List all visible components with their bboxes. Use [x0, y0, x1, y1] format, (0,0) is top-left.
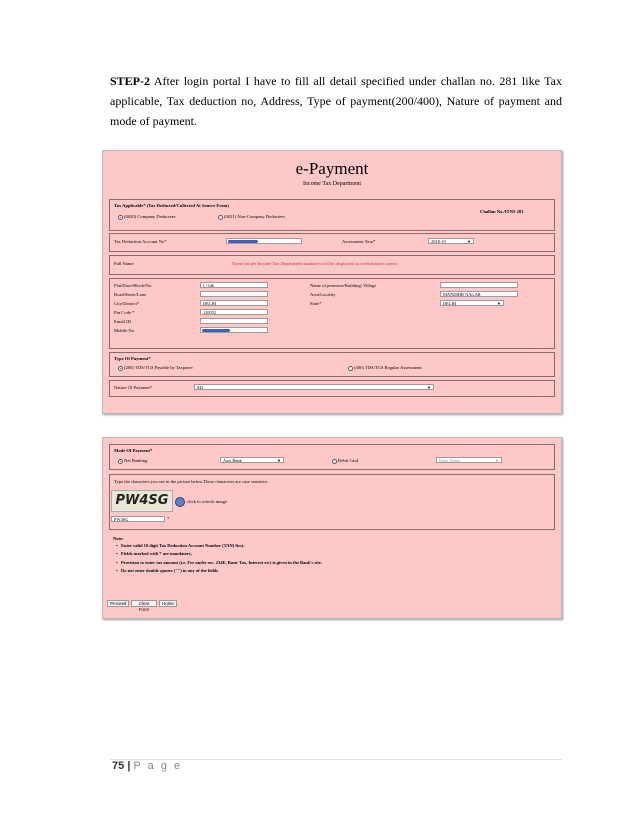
- page-number: 75: [112, 760, 125, 772]
- nature-select[interactable]: 94I ▼: [194, 384, 434, 390]
- proceed-button[interactable]: Proceed: [107, 600, 129, 607]
- full-name-section: [109, 255, 555, 275]
- net-banking-radio[interactable]: [118, 459, 123, 464]
- notes-block: [113, 536, 322, 576]
- city-input[interactable]: DELHI: [200, 300, 268, 306]
- non-company-radio[interactable]: [218, 215, 223, 220]
- mobile-label: Mobile No.: [114, 328, 136, 333]
- assessment-year-select[interactable]: 2018-19 ▼: [428, 238, 474, 244]
- address-section: [109, 278, 555, 349]
- type-payment-label: Type Of Payment*: [114, 356, 151, 361]
- note-item: • Do not enter double quotes ("") in any of the fields: [113, 567, 322, 575]
- mode-label: Mode Of Payment*: [114, 448, 153, 453]
- nature-label: Nature Of Payment*: [114, 385, 153, 390]
- email-label: Email ID: [114, 319, 131, 324]
- area-input[interactable]: MANDHIR NAGAR: [440, 291, 518, 297]
- page-footer: [112, 760, 182, 772]
- type-of-payment-section: [109, 352, 555, 377]
- tax-applicable-label: Tax Applicable* (Tax Deducted/Collected At Source From): [114, 203, 229, 208]
- bank-name-select[interactable]: Bank Name ▼: [436, 457, 502, 463]
- pin-label: Pin Code *: [114, 310, 135, 315]
- form-subtitle: Income Tax Department: [302, 181, 362, 187]
- assessment-year-label: Assessment Year*: [342, 239, 376, 244]
- clear-form-button[interactable]: Clear Form: [131, 600, 157, 607]
- note-item: • Fields marked with * are mandatory.: [113, 550, 322, 558]
- notes-heading: Note:: [113, 536, 124, 541]
- pin-input[interactable]: 110052: [200, 309, 268, 315]
- captcha-required-mark: *: [167, 516, 170, 521]
- tds-200-radio[interactable]: [118, 366, 123, 371]
- option-400: (400) TDS/TCS Regular Assessment: [354, 365, 422, 370]
- challan-label: Challan No./ITNS 281: [480, 209, 524, 214]
- tan-input[interactable]: [226, 238, 302, 244]
- non-company-option: (0021) Non-Company Deductees: [224, 214, 285, 219]
- chevron-down-icon: ▼: [497, 301, 501, 306]
- company-option: (0020) Company Deductees: [124, 214, 176, 219]
- debit-card-option: Debit Card: [338, 458, 359, 463]
- mode-of-payment-section: [109, 444, 555, 470]
- captcha-image: PW4SG: [111, 490, 173, 512]
- step-label: STEP-2: [110, 74, 151, 88]
- chevron-down-icon: ▼: [495, 458, 499, 463]
- area-label: Area/Locality: [310, 292, 336, 297]
- tan-section: [109, 233, 555, 252]
- chevron-down-icon: ▼: [277, 458, 281, 463]
- mobile-input[interactable]: [200, 327, 268, 333]
- captcha-input[interactable]: PW4SG: [111, 516, 165, 522]
- tan-label: Tax Deduction Account No*: [114, 239, 167, 244]
- premises-input[interactable]: [440, 282, 518, 288]
- step-paragraph: [110, 71, 562, 131]
- step-text: After login portal I have to fill all detail specified under challan no. 281 like Tax applicable, Tax deduction no, Address, Type of payment(200/400), Nature of payment and mode of payment.: [110, 74, 563, 128]
- epayment-form-screenshot: [102, 150, 562, 414]
- option-200: (200) TDS/TCS Payable by Taxpayer: [124, 365, 193, 370]
- captcha-instruction: Type the characters you see in the picture below.These characters are case sensitive.: [114, 479, 269, 484]
- premises-label: Name of premises/Building/ Village: [310, 283, 377, 288]
- form-title: e-Payment: [295, 159, 369, 178]
- note-item: • Enter valid 10 digit Tax Deduction Account Number (TAN) first.: [113, 542, 322, 550]
- state-select[interactable]: DELHI ▼: [440, 300, 504, 306]
- flat-input[interactable]: C-346: [200, 282, 268, 288]
- home-button[interactable]: Home: [159, 600, 177, 607]
- company-radio[interactable]: [118, 215, 123, 220]
- road-label: Road/Street/Lane: [114, 292, 147, 297]
- debit-card-radio[interactable]: [332, 459, 337, 464]
- refresh-label[interactable]: click to refresh image: [187, 499, 227, 504]
- city-label: City/District*: [114, 301, 140, 306]
- flat-label: Flat/Door/Block/No.: [114, 283, 153, 288]
- refresh-icon[interactable]: [175, 497, 185, 507]
- state-label: State*: [310, 301, 322, 306]
- payment-mode-screenshot: [102, 437, 562, 619]
- net-banking-option: Net Banking: [124, 458, 148, 463]
- page-separator: |: [127, 760, 131, 772]
- full-name-note: Name (as per Income Tax Department database) will be displayed on confirmation screen.: [232, 261, 398, 266]
- road-input[interactable]: [200, 291, 268, 297]
- tds-400-radio[interactable]: [348, 366, 353, 371]
- email-input[interactable]: [200, 318, 268, 324]
- note-item: • Provision to enter tax amount (i.e. Fee under sec. 234E, Basic Tax, Interest etc) is given in the Bank's site.: [113, 559, 322, 567]
- page-word: P a g e: [133, 760, 183, 772]
- chevron-down-icon: ▼: [467, 239, 471, 244]
- full-name-label: Full Name: [114, 261, 134, 266]
- tax-applicable-section: [109, 199, 555, 231]
- chevron-down-icon: ▼: [427, 385, 431, 390]
- bank-select[interactable]: Axis Bank ▼: [220, 457, 284, 463]
- nature-of-payment-section: [109, 380, 555, 397]
